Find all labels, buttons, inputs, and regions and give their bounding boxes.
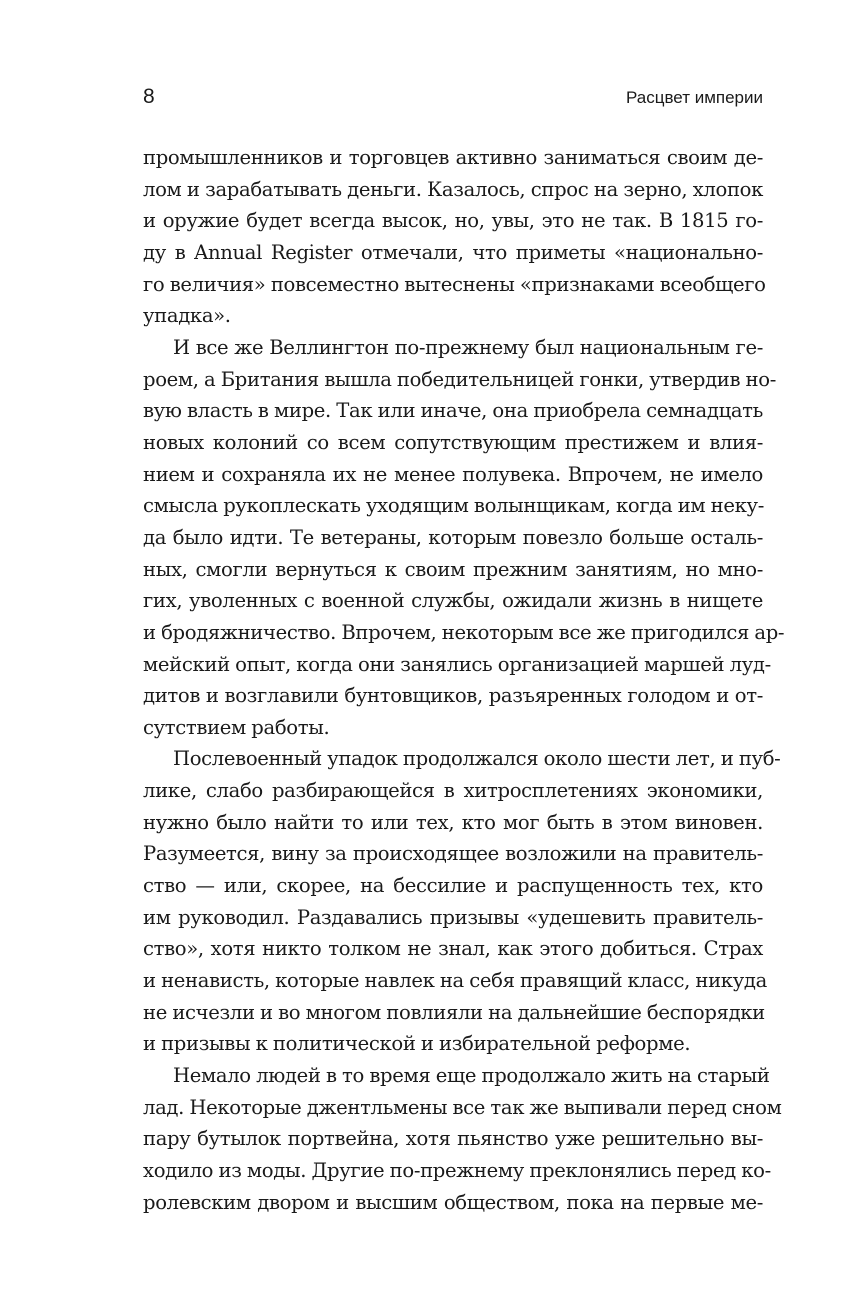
running-head bbox=[143, 84, 763, 114]
text-line: гих, уволенных с военной службы, ожидали жизнь в нищете bbox=[143, 589, 763, 613]
text-line: нужно было найти то или тех, кто мог быть в этом виновен. bbox=[143, 810, 763, 834]
text-line: дитов и возглавили бунтовщиков, разъяренных голодом и от- bbox=[143, 684, 763, 708]
text-line: им руководил. Раздавались призывы «удешевить правитель- bbox=[143, 905, 763, 929]
text-line: лике, слабо разбирающейся в хитросплетениях экономики, bbox=[143, 779, 763, 803]
text-line: смысла рукоплескать уходящим волынщикам, когда им неку- bbox=[143, 494, 764, 518]
text-line: ду в Annual Register отмечали, что приметы «национально- bbox=[143, 240, 763, 264]
paragraph-3 bbox=[143, 743, 781, 1060]
text-line: Послевоенный упадок продолжался около шести лет, и пуб- bbox=[173, 747, 781, 771]
text-line: пару бутылок портвейна, хотя пьянство уже решительно вы- bbox=[143, 1127, 763, 1151]
text-line: мейский опыт, когда они занялись организацией маршей луд- bbox=[143, 652, 771, 676]
body-text bbox=[143, 142, 785, 1218]
text-line: ство — или, скорее, на бессилие и распущенность тех, кто bbox=[143, 874, 763, 898]
text-line: го величия» повсеместно вытеснены «признаками всеобщего bbox=[143, 272, 766, 296]
text-line: да было идти. Те ветераны, которым повезло больше осталь- bbox=[143, 525, 763, 549]
text-line: лад. Некоторые джентльмены все так же выпивали перед сном bbox=[143, 1095, 782, 1119]
text-line: вую власть в мире. Так или иначе, она приобрела семнадцать bbox=[143, 399, 763, 423]
text-line: ство», хотя никто толком не знал, как этого добиться. Страх bbox=[143, 937, 763, 961]
text-line: ходило из моды. Другие по-прежнему преклонялись перед ко- bbox=[143, 1159, 771, 1182]
text-line: и оружие будет всегда высок, но, увы, это не так. В 1815 го- bbox=[143, 209, 763, 233]
text-line: Разумеется, вину за происходящее возложили на правитель- bbox=[143, 842, 763, 866]
text-line: промышленников и торговцев активно заниматься своим де- bbox=[143, 146, 763, 169]
text-line: И все же Веллингтон по-прежнему был национальным ге- bbox=[173, 335, 763, 359]
paragraph-1 bbox=[143, 142, 766, 332]
text-line: и ненависть, которые навлек на себя правящий класс, никуда bbox=[143, 969, 767, 993]
text-line: ролевским двором и высшим обществом, пока на первые ме- bbox=[143, 1190, 763, 1214]
text-line: нием и сохраняла их не менее полувека. Впрочем, не имело bbox=[143, 462, 763, 486]
text-line: новых колоний со всем сопутствующим престижем и влия- bbox=[143, 430, 763, 454]
text-line: и бродяжничество. Впрочем, некоторым все же пригодился ар- bbox=[143, 620, 785, 644]
page-number: 8 bbox=[143, 85, 155, 108]
paragraph-4 bbox=[143, 1060, 782, 1218]
text-line: ных, смогли вернуться к своим прежним занятиям, но мно- bbox=[143, 557, 763, 581]
text-line: Немало людей в то время еще продолжало жить на старый bbox=[173, 1064, 770, 1088]
paragraph-2 bbox=[143, 332, 785, 744]
text-line: не исчезли и во многом повлияли на дальнейшие беспорядки bbox=[143, 1000, 765, 1024]
text-line: лом и зарабатывать деньги. Казалось, спрос на зерно, хлопок bbox=[143, 177, 763, 201]
text-line: упадка». bbox=[143, 304, 231, 328]
text-line: и призывы к политической и избирательной реформе. bbox=[143, 1032, 691, 1056]
text-line: роем, а Британия вышла победительницей гонки, утвердив но- bbox=[143, 367, 776, 391]
text-line: сутствием работы. bbox=[143, 715, 330, 739]
book-title: Расцвет империи bbox=[626, 88, 763, 107]
